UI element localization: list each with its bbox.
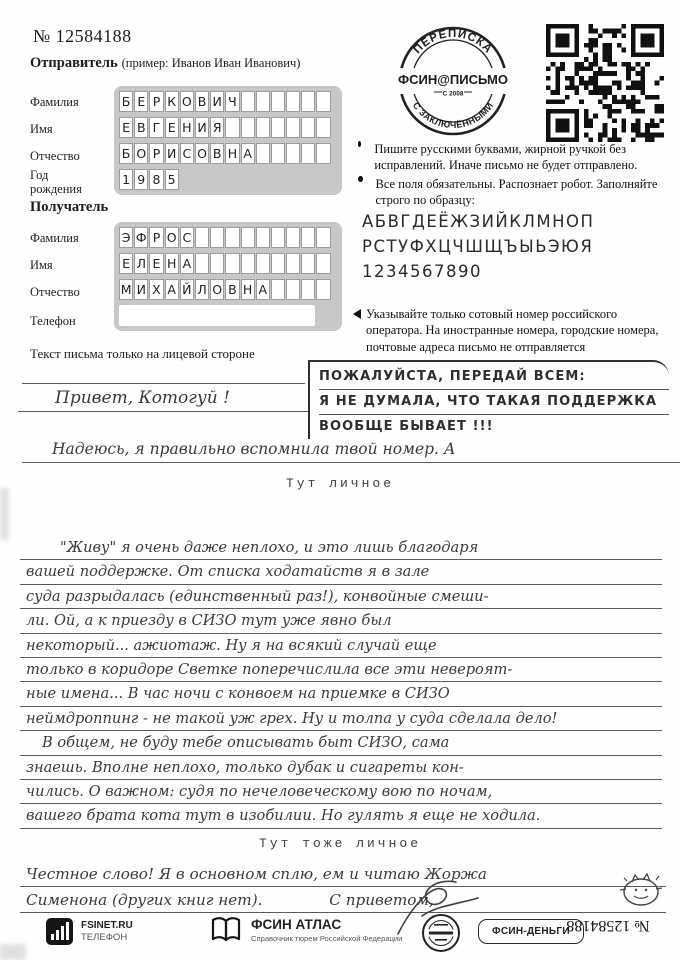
grid-cell: В: [134, 117, 148, 138]
grid-cell: [271, 143, 285, 164]
recipient-patronymic-field: [119, 279, 337, 300]
fsin-pismo-stamp-logo: [396, 24, 510, 138]
grid-cell: Л: [134, 253, 148, 274]
grid-cell: Л: [195, 279, 209, 300]
grid-cell: Е: [119, 253, 133, 274]
grid-cell: О: [165, 227, 179, 248]
recipient-phone-label: Телефон: [30, 314, 76, 328]
instruction-bullet-2-text: Все поля обязательны. Распознает робот. Заполняйте строго по образцу:: [375, 177, 658, 207]
grid-cell: [301, 279, 315, 300]
grid-cell: 1: [119, 169, 133, 190]
grid-cell: [316, 227, 330, 248]
grid-cell: [286, 253, 300, 274]
grid-cell: [316, 117, 330, 138]
letter-main-block: [20, 536, 662, 829]
sender-firstname-label: Имя: [30, 122, 53, 136]
grid-cell: А: [165, 279, 179, 300]
grid-cell: 8: [149, 169, 163, 190]
sender-lastname-label: Фамилия: [30, 95, 79, 109]
grid-cell: О: [210, 279, 224, 300]
grid-cell: А: [256, 279, 270, 300]
grid-cell: Р: [149, 91, 163, 112]
grid-cell: Е: [149, 253, 163, 274]
letter-line: ные имена... В час ночи с конвоем на приемке в СИЗО: [20, 682, 662, 706]
alphabet-row-2: РСТУФХЦЧШЩЪЫЬЭЮЯ: [362, 236, 594, 256]
form-number: № 12584188: [33, 26, 132, 46]
grid-cell: Р: [149, 227, 163, 248]
recipient-phone-field: [119, 305, 337, 326]
grid-cell: [271, 279, 285, 300]
instruction-bullet-2: [358, 176, 664, 208]
grid-cell: О: [134, 143, 148, 164]
book-icon: [210, 916, 242, 944]
grid-cell: И: [195, 117, 209, 138]
letter-line: знаешь. Вполне неплохо, только дубак и сигареты кон-: [20, 756, 662, 780]
grid-cell: [301, 117, 315, 138]
grid-cell: [286, 227, 300, 248]
grid-cell: Ч: [225, 91, 239, 112]
grid-cell: [256, 143, 270, 164]
grid-cell: [195, 253, 209, 274]
grid-cell: [301, 143, 315, 164]
redaction-note-1: Тут личное: [285, 476, 394, 491]
scan-artifact: [0, 488, 9, 540]
letter-line: только в коридоре Светке поперечислила все эти невероят-: [20, 658, 662, 682]
stamp-center-text: ФСИН@ПИСЬМО: [398, 72, 508, 87]
grid-cell: М: [119, 279, 133, 300]
form-number-rotated: № 12584188: [566, 917, 650, 934]
grid-cell: [210, 253, 224, 274]
fsinet-sub: ТЕЛЕФОН: [81, 931, 128, 943]
grid-cell: Б: [119, 143, 133, 164]
grid-cell: Э: [119, 227, 133, 248]
letter-closing-line-2: [20, 888, 666, 913]
ruled-line: [18, 411, 308, 412]
insert-line: ВООБЩЕ БЫВАЕТ !!!: [319, 419, 494, 434]
grid-cell: В: [210, 143, 224, 164]
grid-cell: В: [225, 279, 239, 300]
grid-cell: Н: [225, 143, 239, 164]
grid-cell: В: [195, 91, 209, 112]
grid-cell: Я: [210, 117, 224, 138]
signoff-text: С приветом,: [329, 891, 434, 909]
sender-patronymic-field: [119, 143, 337, 164]
letter-line: ли. Ой, а к приезду в СИЗО тут уже явно был: [20, 609, 662, 633]
left-arrow-icon: [353, 309, 361, 319]
phone-input-area: [119, 305, 315, 326]
ruled-line: [22, 383, 305, 384]
phone-instruction: [366, 306, 666, 355]
grid-cell: Й: [180, 279, 194, 300]
grid-cell: А: [241, 143, 255, 164]
sender-firstname-field: [119, 117, 337, 138]
insert-line: Я НЕ ДУМАЛА, ЧТО ТАКАЯ ПОДДЕРЖКА: [319, 390, 669, 415]
recipient-firstname-label: Имя: [30, 258, 53, 272]
sample-alphabet: [362, 210, 594, 284]
letter-closing-line-1: Честное слово! Я в основном сплю, ем и читаю Жоржа: [20, 862, 666, 887]
grid-cell: [271, 227, 285, 248]
letter-line: некоторый... ажиотаж. Ну я на всякий случай еще: [20, 634, 662, 658]
grid-cell: [256, 117, 270, 138]
grid-cell: [316, 143, 330, 164]
letter-insert-box: [308, 360, 669, 439]
grid-cell: И: [134, 279, 148, 300]
letter-greeting: Привет, Котогуй !: [55, 388, 230, 408]
grid-cell: И: [165, 143, 179, 164]
recipient-grid: [114, 222, 342, 331]
grid-cell: [271, 91, 285, 112]
grid-cell: [210, 227, 224, 248]
alphabet-row-3: 1234567890: [362, 261, 482, 281]
svg-text:ПЕРЕПИСКА: [411, 28, 494, 56]
grid-cell: [301, 253, 315, 274]
recipient-firstname-field: [119, 253, 337, 274]
grid-cell: С: [180, 143, 194, 164]
grid-cell: Е: [119, 117, 133, 138]
fsin-money-badge: ФСИН-ДЕНЬГИ: [478, 919, 584, 944]
grid-cell: Н: [241, 279, 255, 300]
grid-cell: [241, 227, 255, 248]
grid-cell: О: [195, 143, 209, 164]
stamp-year-text: С 2008: [442, 90, 464, 98]
atlas-sub: Справочник тюрем Российской Федерации: [251, 933, 403, 943]
cat-doodle: [616, 866, 664, 914]
fsinet-name: FSINET.RU: [81, 919, 133, 931]
grid-cell: Х: [149, 279, 163, 300]
qr-code: [546, 24, 664, 142]
recipient-title: Получатель: [30, 199, 109, 215]
letter-line: "Живу" я очень даже неплохо, и это лишь благодаря: [20, 536, 662, 560]
grid-cell: 9: [134, 169, 148, 190]
grid-cell: О: [180, 91, 194, 112]
sender-section-title: [30, 54, 300, 72]
grid-cell: [195, 227, 209, 248]
bullet-icon: [358, 141, 361, 147]
sender-title: Отправитель: [30, 55, 118, 71]
grid-cell: [256, 253, 270, 274]
sender-birthyear-field: [119, 169, 337, 190]
grid-cell: [225, 253, 239, 274]
alphabet-row-1: АБВГДЕЁЖЗИЙКЛМНОП: [362, 212, 595, 231]
phone-instruction-text: Указывайте только сотовый номер российского оператора. На иностранные номера, городские номера, почтовые адреса письмо не отправляется: [366, 307, 659, 354]
insert-line: ПОЖАЛУЙСТА, ПЕРЕДАЙ ВСЕМ:: [319, 365, 669, 390]
grid-cell: [301, 91, 315, 112]
grid-cell: [241, 253, 255, 274]
grid-cell: [271, 253, 285, 274]
grid-cell: Е: [165, 117, 179, 138]
stamp-arc-bottom: С ЗАКЛЮЧЁННЫМИ: [410, 100, 496, 131]
grid-cell: [301, 227, 315, 248]
grid-cell: [256, 91, 270, 112]
grid-cell: 5: [165, 169, 179, 190]
grid-cell: [286, 117, 300, 138]
letter-line: вашей поддержке. От списка ходатайств я в зале: [20, 560, 662, 584]
fsinet-phone-icon: [46, 918, 73, 945]
letter-line: вашего брата кота тут в изобилии. Но гулять я еще не ходила.: [20, 804, 662, 828]
front-side-note: Текст письма только на лицевой стороне: [30, 346, 255, 361]
grid-cell: [316, 279, 330, 300]
sender-birthyear-label: Год рождения: [30, 168, 82, 197]
grid-cell: С: [180, 227, 194, 248]
grid-cell: [286, 143, 300, 164]
redaction-note-2: Тут тоже личное: [258, 836, 422, 851]
grid-cell: К: [165, 91, 179, 112]
grid-cell: [286, 279, 300, 300]
bullet-icon: [358, 176, 363, 182]
grid-cell: [241, 91, 255, 112]
recipient-lastname-label: Фамилия: [30, 231, 79, 245]
sender-grid: [114, 86, 342, 195]
grid-cell: Р: [149, 143, 163, 164]
grid-cell: [241, 117, 255, 138]
grid-cell: [286, 91, 300, 112]
grid-cell: И: [210, 91, 224, 112]
instruction-bullet-1: [358, 141, 664, 173]
grid-cell: Н: [165, 253, 179, 274]
grid-cell: [225, 117, 239, 138]
grid-cell: Ф: [134, 227, 148, 248]
fsinet-logo: [46, 918, 133, 945]
closing-text: Сименона (других книг нет).: [26, 891, 263, 909]
atlas-name: ФСИН АТЛАС: [251, 917, 342, 933]
fsin-atlas-logo: [210, 916, 402, 944]
sender-lastname-field: [119, 91, 337, 112]
recipient-lastname-field: [119, 227, 337, 248]
grid-cell: Г: [149, 117, 163, 138]
letter-line: неймдроппинг - не такой уж грех. Ну и толпа у суда сделала дело!: [20, 707, 662, 731]
letter-line: суда разрыдалась (единственный раз!), конвойные смеши-: [20, 585, 662, 609]
grid-cell: А: [180, 253, 194, 274]
grid-cell: [316, 253, 330, 274]
letter-line: чились. О важном: судя по нечеловеческому вою по ночам,: [20, 780, 662, 804]
stamp-arc-top: ПЕРЕПИСКА: [411, 27, 495, 57]
grid-cell: Н: [180, 117, 194, 138]
grid-cell: [256, 227, 270, 248]
grid-cell: Е: [134, 91, 148, 112]
fsin-pismo-mini-stamp-icon: [420, 912, 462, 954]
grid-cell: [271, 117, 285, 138]
grid-cell: [316, 91, 330, 112]
scan-artifact: [0, 944, 26, 960]
letter-line: В общем, не буду тебе описывать быт СИЗО, сама: [20, 731, 662, 755]
letter-line: Надеюсь, я правильно вспомнила твой номер. А: [22, 437, 680, 463]
recipient-patronymic-label: Отчество: [30, 285, 80, 299]
grid-cell: Б: [119, 91, 133, 112]
sender-patronymic-label: Отчество: [30, 149, 80, 163]
grid-cell: [225, 227, 239, 248]
sender-hint: (пример: Иванов Иван Иванович): [121, 56, 301, 70]
instruction-bullet-1-text: Пишите русскими буквами, жирной ручкой без исправлений. Иначе письмо не будет отправлено.: [374, 142, 638, 172]
